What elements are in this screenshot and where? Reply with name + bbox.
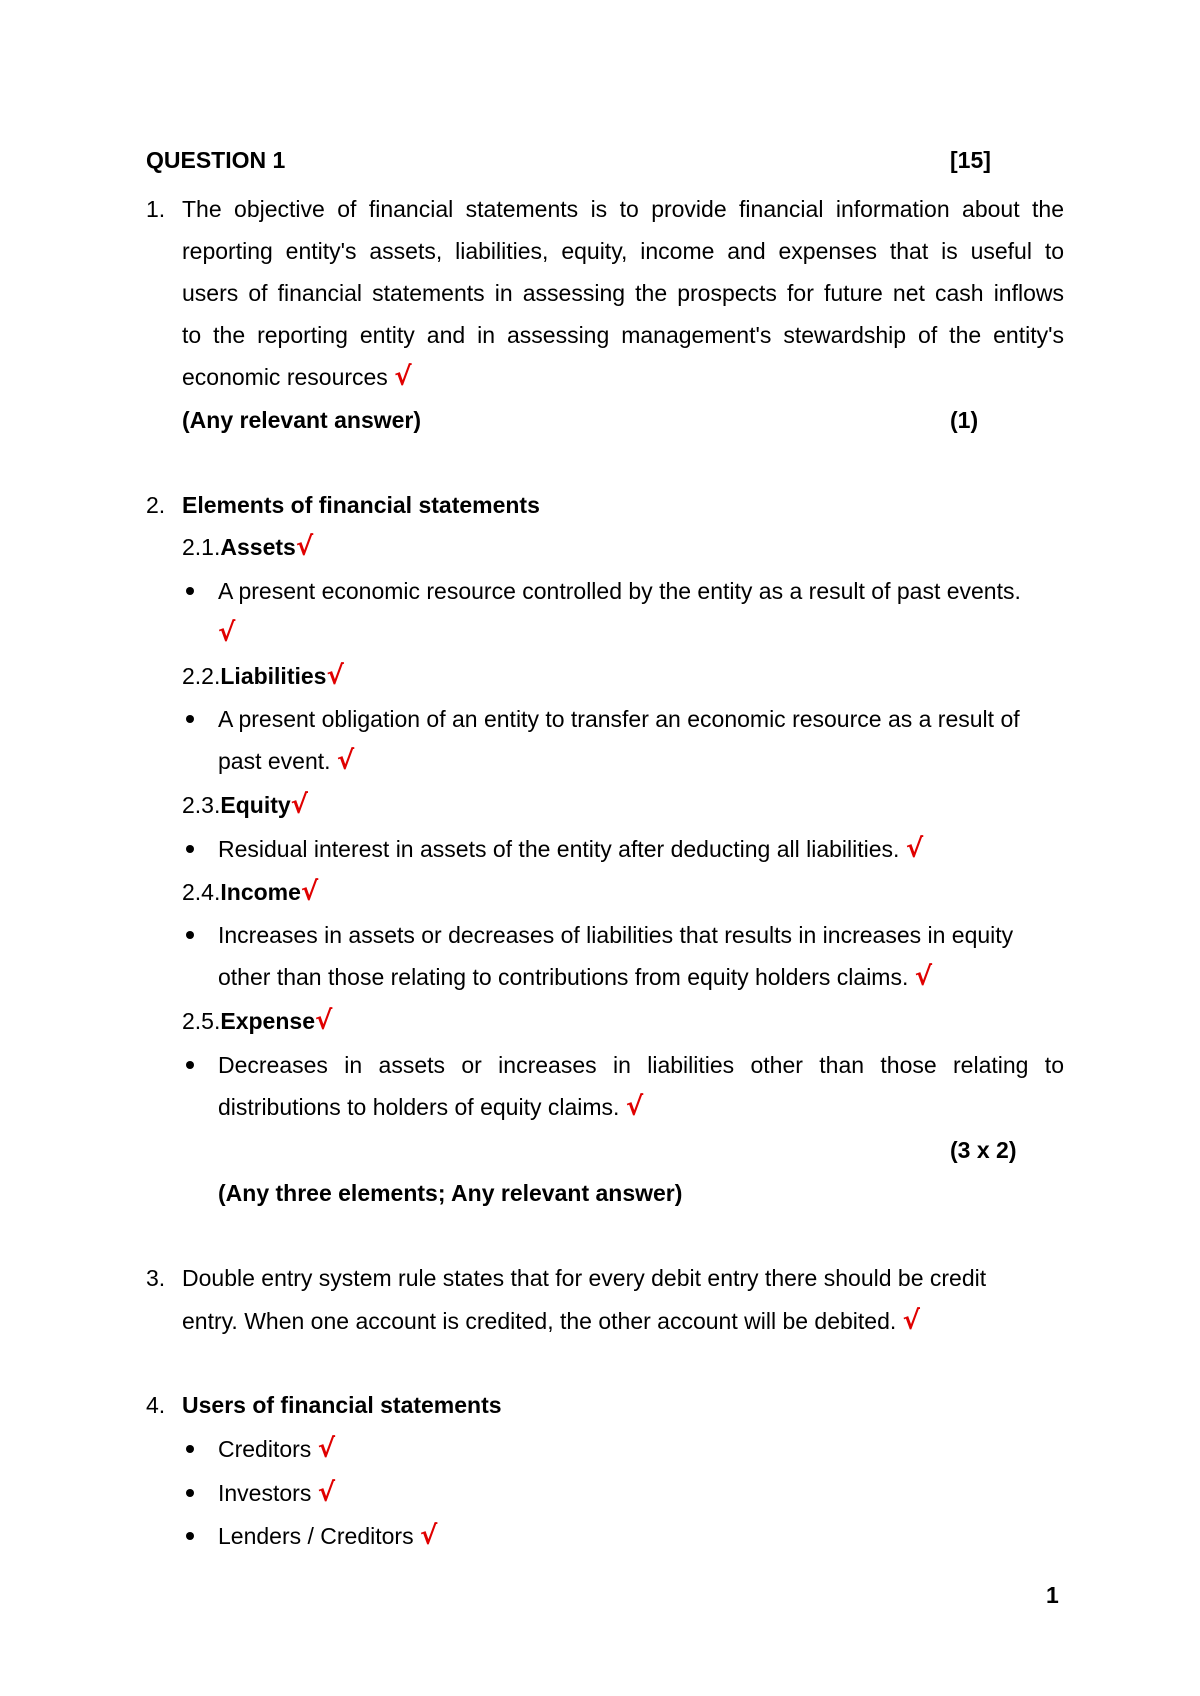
tick-mark-icon: √ — [326, 661, 344, 691]
bullet-icon — [186, 715, 194, 723]
q2-heading: Elements of financial statements — [182, 492, 540, 518]
q4-item-creditors — [218, 1435, 335, 1463]
tick-mark-icon: √ — [317, 1478, 336, 1508]
tick-mark-icon: √ — [902, 1306, 921, 1336]
tick-mark-icon: √ — [218, 618, 236, 648]
q1-line-5 — [182, 363, 412, 391]
item-title: Liabilities — [220, 663, 327, 689]
item-title: Expense — [220, 1008, 315, 1034]
item-number: 2.4. — [182, 879, 221, 905]
q2-marks: (3 x 2) — [950, 1137, 1017, 1163]
item-number: 2.3. — [182, 792, 221, 818]
income-text: other than those relating to contributions from equity holders claims. — [218, 964, 909, 990]
bullet-icon — [186, 1532, 194, 1540]
q4-item-lenders — [218, 1522, 437, 1550]
q1-marks: (1) — [950, 407, 979, 433]
q4-heading: Users of financial statements — [182, 1392, 502, 1418]
tick-mark-icon: √ — [905, 834, 924, 864]
q2-item-income — [182, 878, 318, 906]
list-item: Creditors — [218, 1436, 312, 1462]
q4-number: 4. — [146, 1392, 166, 1418]
bullet-icon — [186, 1489, 194, 1497]
expense-text: distributions to holders of equity claims. — [218, 1094, 620, 1120]
list-item: Lenders / Creditors — [218, 1523, 414, 1549]
tick-mark-icon: √ — [290, 790, 308, 820]
liabilities-definition-line-1: A present obligation of an entity to transfer an economic resource as a result of — [218, 706, 1020, 732]
equity-text: Residual interest in assets of the entity after deducting all liabilities. — [218, 836, 900, 862]
item-number: 2.5. — [182, 1008, 221, 1034]
q3-text: entry. When one account is credited, the other account will be debited. — [182, 1308, 897, 1334]
bullet-icon — [186, 1061, 194, 1069]
question-title: QUESTION 1 — [146, 147, 286, 173]
q2-item-assets — [182, 533, 313, 561]
income-definition-line-1: Increases in assets or decreases of liabilities that results in increases in equity — [218, 922, 1014, 948]
tick-mark-icon: √ — [317, 1434, 336, 1464]
bullet-icon — [186, 931, 194, 939]
q1-line-4: to the reporting entity and in assessing management's stewardship of the entity's — [182, 322, 1064, 348]
bullet-icon — [186, 845, 194, 853]
q3-line-2 — [182, 1307, 920, 1335]
bullet-icon — [186, 587, 194, 595]
tick-mark-icon: √ — [914, 962, 933, 992]
q2-item-equity — [182, 791, 308, 819]
item-title: Equity — [220, 792, 291, 818]
income-definition-line-2 — [218, 963, 932, 991]
tick-mark-icon: √ — [314, 1006, 333, 1036]
q3-number: 3. — [146, 1265, 166, 1291]
list-item: Investors — [218, 1480, 312, 1506]
q4-item-investors — [218, 1479, 335, 1507]
tick-mark-icon: √ — [419, 1521, 438, 1551]
tick-mark-icon: √ — [300, 877, 319, 907]
q1-line-5-text: economic resources — [182, 364, 388, 390]
assets-tick — [218, 619, 235, 647]
page-number: 1 — [1046, 1582, 1059, 1608]
tick-mark-icon: √ — [625, 1092, 644, 1122]
item-number: 2.2. — [182, 663, 221, 689]
item-number: 2.1. — [182, 534, 221, 560]
question-marks: [15] — [950, 147, 991, 173]
expense-definition-line-2 — [218, 1093, 643, 1121]
q2-item-liabilities — [182, 662, 344, 690]
liabilities-definition-line-2 — [218, 747, 354, 775]
q2-note: (Any three elements; Any relevant answer) — [218, 1180, 683, 1206]
bullet-icon — [186, 1445, 194, 1453]
tick-mark-icon: √ — [394, 362, 412, 392]
expense-definition-line-1: Decreases in assets or increases in liabilities other than those relating to — [218, 1052, 1064, 1078]
q1-line-2: reporting entity's assets, liabilities, equity, income and expenses that is useful to — [182, 238, 1064, 264]
liabilities-text: past event. — [218, 748, 331, 774]
equity-definition — [218, 835, 923, 863]
item-title: Assets — [220, 534, 296, 560]
tick-mark-icon: √ — [336, 746, 355, 776]
q1-line-3: users of financial statements in assessing the prospects for future net cash inflows — [182, 280, 1064, 306]
q2-item-expense — [182, 1007, 332, 1035]
q1-line-1: The objective of financial statements is to provide financial information about the — [182, 196, 1064, 222]
q3-line-1: Double entry system rule states that for every debit entry there should be credit — [182, 1265, 987, 1291]
assets-definition: A present economic resource controlled by the entity as a result of past events. — [218, 578, 1021, 604]
tick-mark-icon: √ — [295, 532, 314, 562]
q1-note: (Any relevant answer) — [182, 407, 422, 433]
q2-number: 2. — [146, 492, 166, 518]
q1-number: 1. — [146, 196, 166, 222]
item-title: Income — [220, 879, 301, 905]
